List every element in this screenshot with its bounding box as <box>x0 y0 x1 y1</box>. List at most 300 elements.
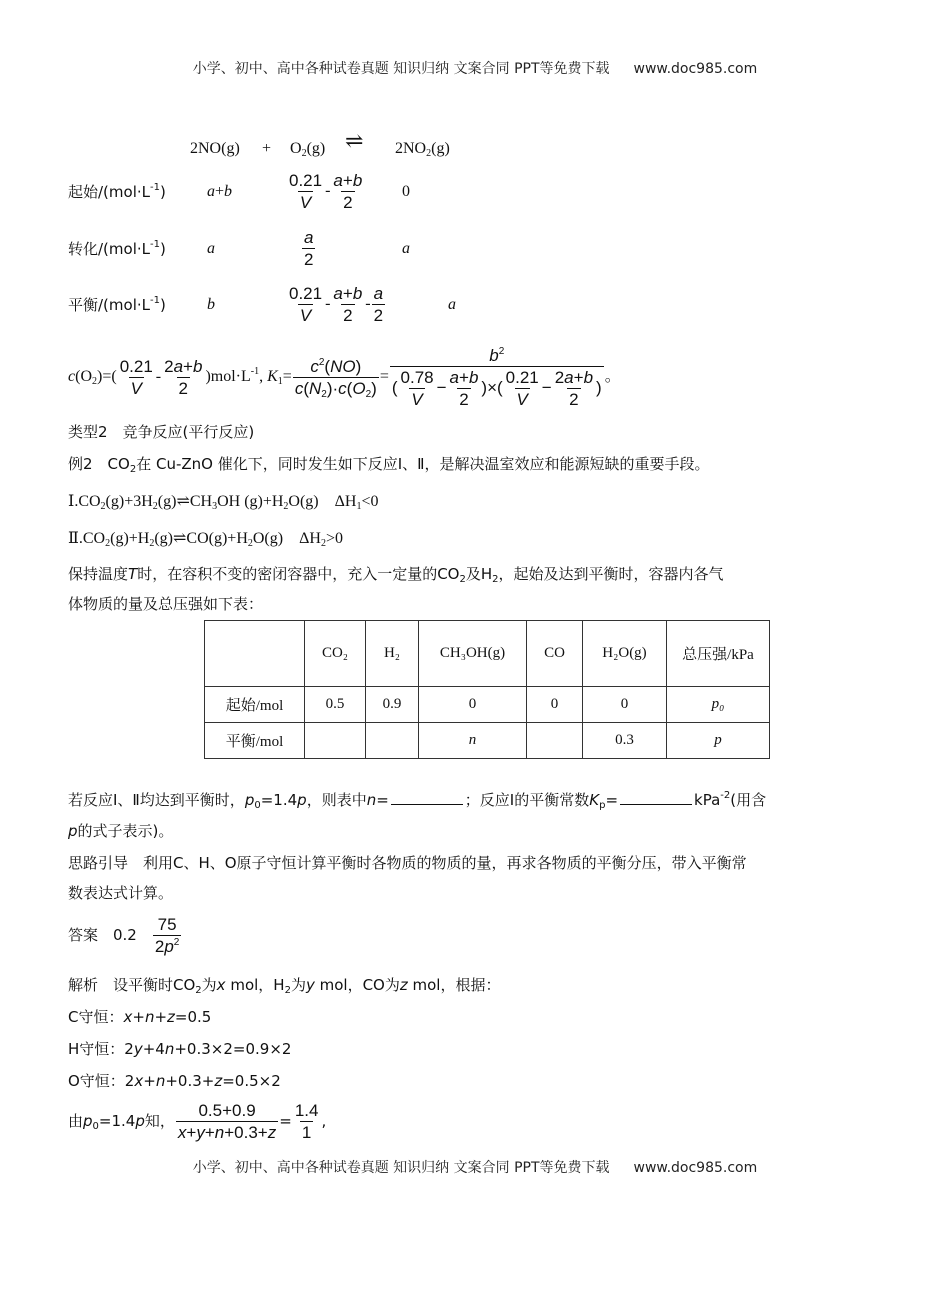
math-variable: z <box>399 976 408 994</box>
subscript: 2 <box>195 985 202 996</box>
text-run: +0.3+ <box>224 1123 268 1142</box>
text-run: 2 <box>343 306 353 325</box>
header-url: www.doc985.com <box>633 61 758 77</box>
denominator <box>341 304 354 326</box>
text-run: mol，根据： <box>407 976 501 994</box>
text-run: 平衡/(mol·L <box>68 296 150 314</box>
text-run: (g) <box>306 140 326 157</box>
footer-url: www.doc985.com <box>633 1160 758 1176</box>
denominator <box>302 248 315 270</box>
row-equil-c2 <box>286 283 386 326</box>
fraction <box>287 170 324 213</box>
denominator <box>293 377 379 399</box>
page-header <box>0 59 950 79</box>
superscript: 2 <box>173 937 180 948</box>
math-variable: b <box>224 183 233 200</box>
fraction <box>293 1100 321 1143</box>
text-run: 由 <box>68 1112 84 1130</box>
text-run: + <box>186 1123 197 1142</box>
c-conservation <box>68 1007 211 1027</box>
row-start-c2 <box>286 170 365 213</box>
subscript: 2 <box>284 985 291 996</box>
denominator <box>515 388 530 410</box>
numerator <box>308 356 363 377</box>
table-header-cell <box>205 621 305 687</box>
table-cell <box>366 723 419 759</box>
math-variable: p <box>164 937 174 956</box>
text-run: ( <box>346 379 353 398</box>
math-variable: b <box>352 171 363 190</box>
math-variable: V <box>299 306 312 325</box>
text-run: kPa <box>694 791 721 809</box>
text-run: + <box>215 183 225 200</box>
text-run: =0.5×2 <box>222 1072 281 1090</box>
reaction-plus: + <box>262 140 272 157</box>
text-run: O(g) ΔH <box>252 530 321 547</box>
subscript: 2 <box>426 148 432 159</box>
fraction <box>390 345 604 410</box>
table-cell: 0 <box>419 687 527 723</box>
text-run: 2 <box>343 193 353 212</box>
math-variable: V <box>516 390 528 409</box>
math-variable: a <box>207 183 215 200</box>
text-run: ) <box>371 379 377 398</box>
denominator <box>390 366 604 410</box>
subscript: 2 <box>92 376 97 388</box>
text-run: Ⅱ.CO <box>68 530 106 547</box>
table-row <box>205 723 770 759</box>
footer-text: 小学、初中、高中各种试卷真题 知识归纳 文案合同 PPT等免费下载 <box>192 1160 610 1176</box>
table-cell: 0 <box>583 687 667 723</box>
numerator <box>287 283 324 304</box>
fraction <box>293 356 379 399</box>
denominator <box>300 1121 313 1143</box>
denominator <box>298 191 313 213</box>
text-run: - <box>325 295 331 313</box>
numerator <box>156 914 179 935</box>
text-run: O守恒：2 <box>68 1072 135 1090</box>
h-conservation <box>68 1039 291 1059</box>
math-variable: a <box>304 228 314 247</box>
text-run: 1 <box>301 1123 312 1142</box>
subscript: 2 <box>247 538 253 549</box>
equilibrium-arrow-icon: ⇌ <box>345 128 364 153</box>
fraction <box>331 170 364 213</box>
text-run: +0.3+ <box>165 1072 215 1090</box>
table-cell <box>305 723 366 759</box>
text-run: + <box>154 1008 168 1026</box>
text-run: 2 <box>554 368 565 387</box>
math-variable: N <box>309 379 322 398</box>
numerator <box>399 367 436 388</box>
row-change-c1 <box>207 239 215 259</box>
math-variable: x <box>177 1123 187 1142</box>
text-run: 0.78 <box>400 368 434 387</box>
analysis-line <box>68 975 500 995</box>
text-run: )=( <box>97 368 117 386</box>
text-run: +4 <box>142 1040 165 1058</box>
fraction <box>504 367 541 410</box>
text-run: =1.4 <box>260 791 298 809</box>
text-run: ( <box>324 357 331 376</box>
math-variable: a <box>173 357 184 376</box>
text-run: 知， <box>144 1112 175 1130</box>
superscript: -1 <box>250 366 260 378</box>
math-variable: a <box>207 240 215 257</box>
text-run: O(g) ΔH <box>288 493 357 510</box>
text-run: 0.21 <box>289 171 323 190</box>
text-run: ) <box>159 296 166 314</box>
subscript: 3 <box>212 501 218 512</box>
text-run: ) <box>159 183 166 201</box>
math-variable: x <box>134 1072 144 1090</box>
fraction <box>372 283 385 326</box>
co2-k1-expression <box>68 345 621 410</box>
row-start-c1 <box>207 182 232 202</box>
text-run: ，起始及达到平衡时，容器内各气 <box>498 565 724 583</box>
math-variable: b <box>468 368 479 387</box>
text-run: 2 <box>154 937 165 956</box>
text-run: + <box>204 1123 215 1142</box>
text-run: - <box>155 368 162 386</box>
text-run: 在 Cu-ZnO 催化下，同时发生如下反应Ⅰ、Ⅱ，是解决温室效应和能源短缺的重要手段。 <box>136 455 710 473</box>
text-run: )· <box>326 379 339 398</box>
math-variable: c <box>68 368 76 386</box>
text-run: H守恒：2 <box>68 1040 134 1058</box>
subscript: 2 <box>301 148 307 159</box>
denominator <box>153 935 182 957</box>
denominator <box>409 388 424 410</box>
math-variable: a <box>564 368 574 387</box>
answer-blank <box>391 790 463 805</box>
math-variable: y <box>196 1123 205 1142</box>
text-run: +0.3×2=0.9×2 <box>174 1040 292 1058</box>
question-line-2 <box>68 821 173 841</box>
text-run: (g)⇌CH <box>157 493 213 510</box>
text-run: (用含 <box>730 791 767 809</box>
data-table <box>204 620 770 759</box>
text-run: 2 <box>569 390 579 409</box>
answer-blank <box>620 790 692 805</box>
table-cell: 0 <box>527 687 583 723</box>
text-run: )mol·L <box>205 368 251 386</box>
text-run: + <box>132 1008 145 1026</box>
numerator <box>487 345 506 366</box>
text-run: ；反应Ⅰ的平衡常数 <box>464 791 590 809</box>
subscript: 2 <box>149 538 155 549</box>
text-run: OH (g)+H <box>217 493 284 510</box>
math-variable: p <box>68 822 78 840</box>
subscript: 2 <box>105 538 111 549</box>
text-run: (g) <box>431 140 450 157</box>
numerator <box>504 367 541 388</box>
text-run: (g)⇌CO(g)+H <box>154 530 248 547</box>
table-row <box>205 687 770 723</box>
math-variable: c <box>310 357 319 376</box>
math-variable: V <box>411 390 423 409</box>
superscript: -1 <box>150 239 160 250</box>
table-cell: p <box>667 723 770 759</box>
example2-text <box>68 454 710 474</box>
text-run: 2 <box>373 306 384 325</box>
text-run: + <box>143 1072 156 1090</box>
table-cell: 平衡/mol <box>205 723 305 759</box>
paragraph-line-2 <box>68 594 263 614</box>
text-run: 1.4 <box>294 1101 319 1120</box>
math-variable: V <box>299 193 312 212</box>
text-run: 体物质的量及总压强如下表： <box>68 595 264 613</box>
numerator <box>196 1100 257 1121</box>
math-variable: c <box>294 379 304 398</box>
text-run: (g)+3H <box>105 493 153 510</box>
text-run: = <box>605 791 619 809</box>
math-variable: T <box>128 565 138 583</box>
text-run: (O <box>75 368 92 386</box>
text-run: 例2 CO <box>68 455 130 473</box>
o-conservation <box>68 1071 281 1091</box>
text-run: + <box>459 368 469 387</box>
table-cell: p₀ <box>667 687 770 723</box>
table-cell: 起始/mol <box>205 687 305 723</box>
text-run: 解析 设平衡时CO <box>68 976 196 994</box>
text-run: + <box>573 368 584 387</box>
fraction <box>399 367 436 410</box>
text-run: ，则表中 <box>306 791 367 809</box>
text-run: (g)+H <box>110 530 150 547</box>
math-variable: V <box>130 379 142 398</box>
math-variable: a <box>449 368 460 387</box>
text-run: 为 <box>201 976 217 994</box>
subscript: 2 <box>152 501 158 512</box>
text-run: 若反应Ⅰ、Ⅱ均达到平衡时， <box>68 791 245 809</box>
text-run: 答案 0.2 <box>68 926 152 944</box>
table-header-cell: CO <box>527 621 583 687</box>
math-variable: z <box>167 1008 175 1026</box>
subscript: 2 <box>365 389 372 400</box>
text-run: 2 <box>178 379 189 398</box>
header-text: 小学、初中、高中各种试卷真题 知识归纳 文案合同 PPT等免费下载 <box>192 61 610 77</box>
text-run: 类型2 竞争反应(平行反应) <box>68 423 255 441</box>
text-run: 2 <box>459 390 469 409</box>
text-run: O <box>290 140 302 157</box>
subscript: 2 <box>283 501 289 512</box>
math-variable: b <box>192 357 203 376</box>
subscript: 0 <box>92 1121 99 1132</box>
reaction-reactant-no <box>190 139 240 159</box>
fraction <box>331 283 364 326</box>
text-run: =0.5 <box>174 1008 212 1026</box>
text-run: ( <box>303 379 309 398</box>
fraction <box>287 283 324 326</box>
text-run: = <box>376 791 389 809</box>
text-run: 0.21 <box>119 357 153 376</box>
text-run: 0.21 <box>289 284 323 303</box>
denominator <box>567 388 580 410</box>
subscript: 1 <box>356 501 362 512</box>
text-run: 75 <box>157 915 177 934</box>
numerator <box>287 170 324 191</box>
superscript: 2 <box>498 346 505 357</box>
numerator <box>162 356 204 377</box>
text-run: - <box>325 182 331 200</box>
text-run: + <box>342 284 353 303</box>
math-variable: y <box>133 1040 143 1058</box>
text-run: = <box>379 368 389 386</box>
math-variable: a <box>448 296 456 313</box>
text-run: )×( <box>481 377 503 397</box>
math-variable: c <box>338 379 347 398</box>
section-title-type2 <box>68 422 254 442</box>
text-run: , <box>259 368 268 386</box>
text-run: ) <box>355 357 362 376</box>
subscript: 0 <box>254 800 261 811</box>
reaction-2 <box>68 529 343 549</box>
math-variable: K <box>267 368 278 386</box>
denominator <box>129 377 144 399</box>
math-variable: p <box>83 1112 93 1130</box>
math-variable: b <box>583 368 594 387</box>
text-run: mol，H <box>225 976 285 994</box>
superscript: -1 <box>150 295 160 306</box>
table-cell: 0.3 <box>583 723 667 759</box>
text-run: 时，在容积不变的密闭容器中，充入一定量的CO <box>137 565 460 583</box>
math-variable: x <box>123 1008 133 1026</box>
text-run: Ⅰ.CO <box>68 493 101 510</box>
row-change-c3 <box>402 239 410 259</box>
text-run: ( <box>391 377 398 397</box>
hint-line-2 <box>68 883 173 903</box>
math-variable: z <box>267 1123 277 1142</box>
text-run: <0 <box>361 493 379 510</box>
table-header-cell: H₂O(g) <box>583 621 667 687</box>
table-cell: 0.9 <box>366 687 419 723</box>
text-run: 思路引导 利用C、H、O原子守恒计算平衡时各物质的物质的量，再求各物质的平衡分压，带入平衡常 <box>68 854 747 872</box>
text-run: - <box>365 295 371 313</box>
row-change-label <box>68 239 166 259</box>
page-footer <box>0 1158 950 1178</box>
reaction-product-no2 <box>395 139 450 159</box>
denominator <box>176 1121 278 1143</box>
denominator <box>177 377 190 399</box>
text-run: 为 <box>290 976 306 994</box>
subscript: 2 <box>320 538 326 549</box>
text-run: 2 <box>304 250 314 269</box>
text-run: = <box>279 1112 292 1130</box>
paragraph-line-1 <box>68 564 724 584</box>
reaction-1 <box>68 492 379 512</box>
fraction <box>118 356 155 399</box>
text-run: 2NO <box>395 140 427 157</box>
subscript: 2 <box>459 574 466 585</box>
math-variable: b <box>352 284 363 303</box>
text-run: =1.4 <box>98 1112 136 1130</box>
subscript: 2 <box>100 501 106 512</box>
math-variable: a <box>402 240 410 257</box>
subscript: 1 <box>277 376 283 388</box>
fraction <box>553 367 595 410</box>
math-variable: a <box>373 284 384 303</box>
math-variable: n <box>155 1072 166 1090</box>
numerator <box>331 170 364 191</box>
math-variable: n <box>144 1008 155 1026</box>
text-run: + <box>342 171 353 190</box>
row-change-c2 <box>301 227 316 270</box>
text-run: 及H <box>465 565 493 583</box>
text-run: C守恒： <box>68 1008 124 1026</box>
numerator <box>302 227 315 248</box>
math-variable: NO <box>330 357 356 376</box>
text-run: 保持温度 <box>68 565 129 583</box>
text-run: 。 <box>604 368 621 386</box>
text-run: , <box>321 1112 327 1130</box>
denominator <box>298 304 313 326</box>
text-run: − <box>541 377 552 397</box>
math-variable: K <box>589 791 600 809</box>
numerator <box>372 283 385 304</box>
row-start-label <box>68 182 166 202</box>
text-run: 0.5+0.9 <box>198 1101 256 1120</box>
subscript: 2 <box>492 574 499 585</box>
table-cell: 0.5 <box>305 687 366 723</box>
text-run: 0.21 <box>505 368 539 387</box>
math-variable: p <box>244 791 255 809</box>
superscript: -1 <box>150 182 160 193</box>
text-run: >0 <box>325 530 343 547</box>
math-variable: a <box>333 171 343 190</box>
text-run: − <box>436 377 447 397</box>
denominator <box>457 388 470 410</box>
text-run: 0 <box>402 183 410 200</box>
fraction <box>153 914 182 957</box>
numerator <box>448 367 481 388</box>
math-variable: n <box>214 1123 225 1142</box>
denominator <box>341 191 354 213</box>
math-variable: n <box>366 791 377 809</box>
math-variable: a <box>333 284 343 303</box>
subscript: p <box>599 800 606 811</box>
table-cell: n <box>419 723 527 759</box>
math-variable: O <box>352 379 366 398</box>
text-run: mol，CO为 <box>314 976 400 994</box>
math-variable: x <box>216 976 226 994</box>
text-run: 起始/(mol·L <box>68 183 150 201</box>
pressure-equation <box>68 1100 326 1143</box>
text-run: + <box>183 357 193 376</box>
table-header-cell: 总压强/kPa <box>667 621 770 687</box>
row-equil-label <box>68 295 166 315</box>
superscript: -2 <box>720 790 731 801</box>
fraction <box>162 356 204 399</box>
text-run: 2NO(g) <box>190 140 240 157</box>
math-variable: p <box>135 1112 145 1130</box>
table-header-cell: H₂ <box>366 621 419 687</box>
math-variable: y <box>305 976 315 994</box>
denominator <box>372 304 385 326</box>
text-run: ) <box>159 240 166 258</box>
subscript: 2 <box>321 389 327 400</box>
hint-line-1 <box>68 853 747 873</box>
math-variable: p <box>297 791 307 809</box>
row-start-c3 <box>402 182 410 202</box>
math-variable: b <box>207 296 215 313</box>
math-variable: n <box>164 1040 175 1058</box>
math-variable: z <box>214 1072 223 1090</box>
text-run: ) <box>596 377 602 397</box>
numerator <box>331 283 364 304</box>
answer-line <box>68 914 182 957</box>
reaction-reactant-o2 <box>290 139 325 159</box>
text-run: 2 <box>164 357 174 376</box>
